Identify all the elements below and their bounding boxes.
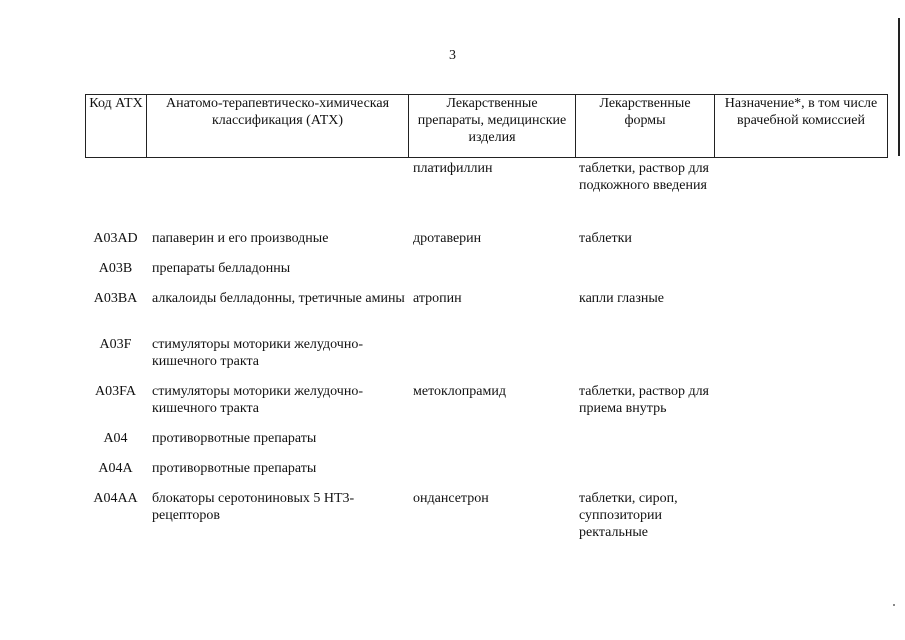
- atc-classification: препараты белладонны: [152, 261, 291, 276]
- atc-code: A04: [103, 431, 128, 446]
- page-edge-line: [898, 18, 900, 156]
- header-forms: Лекарственные формы: [576, 95, 715, 158]
- table-row: [85, 260, 887, 290]
- header-row: [86, 95, 888, 158]
- header-purpose: Назначение*, в том числе врачебной комиссией: [715, 95, 888, 158]
- atc-classification: противорвотные препараты: [152, 461, 317, 476]
- atc-code: A03F: [99, 337, 132, 352]
- page-number: 3: [449, 48, 456, 63]
- atc-classification: папаверин и его производные: [152, 231, 329, 246]
- header-table: [85, 94, 888, 158]
- drug-name: атропин: [413, 291, 462, 306]
- atc-code: A03B: [98, 261, 133, 276]
- table-row: [85, 336, 887, 383]
- header-code: Код АТХ: [86, 95, 147, 158]
- atc-code: A03AD: [93, 231, 138, 246]
- drug-name: ондансетрон: [413, 491, 489, 506]
- atc-code: A04A: [98, 461, 133, 476]
- table-row: [85, 430, 887, 460]
- table-row: [85, 160, 887, 230]
- header-drugs: Лекарственные препараты, медицинские изделия: [409, 95, 576, 158]
- atc-classification: алкалоиды белладонны, третичные амины: [152, 291, 405, 306]
- dosage-form: таблетки, раствор для подкожного введения: [579, 161, 709, 193]
- table-row: [85, 230, 887, 260]
- atc-code: A04AA: [93, 491, 138, 506]
- atc-code: A03BA: [93, 291, 138, 306]
- table-body: [85, 160, 887, 550]
- drug-name: метоклопрамид: [413, 384, 506, 399]
- atc-classification: блокаторы серотониновых 5 НТ3-рецепторов: [152, 491, 355, 523]
- dosage-form: таблетки, раствор для приема внутрь: [579, 384, 709, 416]
- drug-name: дротаверин: [413, 231, 482, 246]
- header-classification: Анатомо-терапевтическо-химическая классификация (АТХ): [147, 95, 409, 158]
- table-row: [85, 383, 887, 430]
- atc-classification: стимуляторы моторики желудочно-кишечного тракта: [152, 337, 363, 369]
- atc-code: A03FA: [95, 384, 136, 399]
- table-row: [85, 490, 887, 550]
- atc-classification: стимуляторы моторики желудочно-кишечного тракта: [152, 384, 363, 416]
- dosage-form: таблетки, сироп, суппозитории ректальные: [579, 491, 678, 540]
- margin-dot: [893, 604, 895, 606]
- drug-name: платифиллин: [413, 161, 493, 176]
- table-row: [85, 290, 887, 336]
- dosage-form: таблетки: [579, 231, 632, 246]
- table-row: [85, 460, 887, 490]
- atc-classification: противорвотные препараты: [152, 431, 317, 446]
- dosage-form: капли глазные: [579, 291, 664, 306]
